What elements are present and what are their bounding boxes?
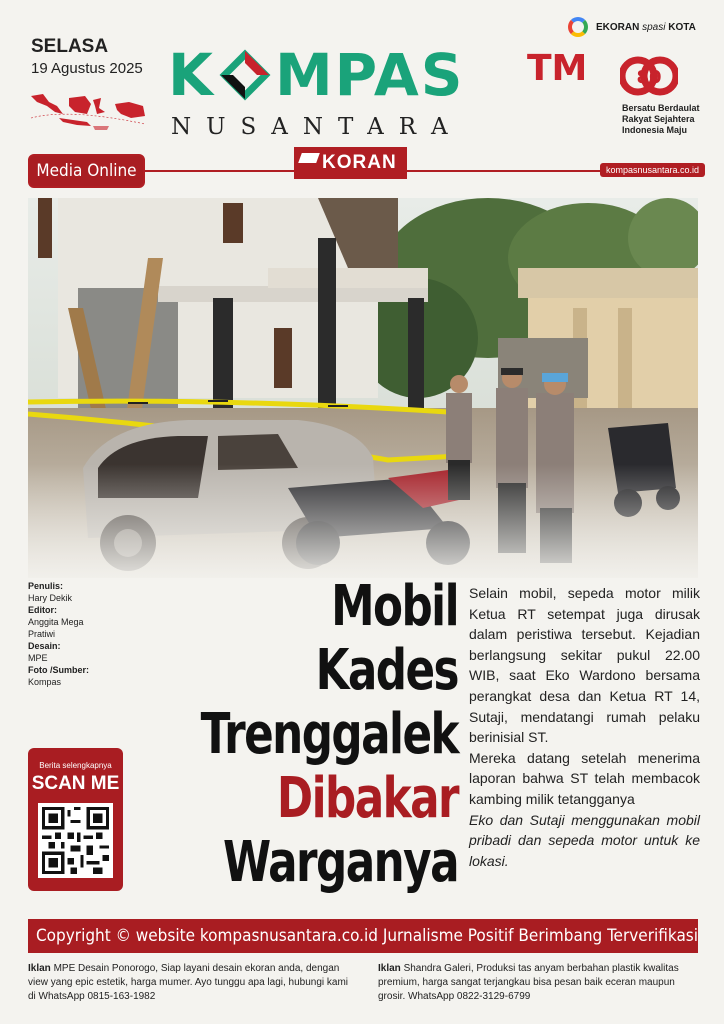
ekoran-label: EKORAN [596, 21, 640, 33]
headline [193, 575, 458, 895]
trademark-label: TM [527, 48, 588, 89]
ri-slogan [622, 103, 700, 136]
headline-line: Warganya [223, 830, 458, 895]
credit-value: Kompas [28, 677, 62, 687]
koran-label: KORAN [322, 152, 397, 173]
date-label: 19 Agustus 2025 [31, 60, 143, 77]
brand-logo [168, 41, 465, 109]
ri-number: 80 [636, 67, 662, 88]
media-online-pill[interactable]: Media Online [28, 154, 145, 188]
ad-block-shandra [378, 962, 700, 1004]
headline-line: Mobil Kades [315, 574, 458, 703]
credit-value: MPE [28, 653, 48, 663]
credit-label: Penulis: [28, 581, 64, 591]
day-label: SELASA [31, 36, 109, 57]
ri-slogan-line: Bersatu Berdaulat [622, 103, 700, 113]
article-paragraph: Mereka datang setelah menerima laporan bahwa ST telah membacok kambing milik tetangganya [469, 749, 700, 807]
brand-letters-mpas: MPAS [274, 41, 465, 109]
site-url-pill[interactable]: kompasnusantara.co.id [600, 163, 705, 177]
ad-text: Shandra Galeri, Produksi tas anyam berbahan plastik kwalitas premium, harga sangat terjangkau bisa pesan baik eceran maupun grosir. WhatsApp 0822-3129-6799 [378, 963, 679, 1002]
credit-value: Anggita Mega Pratiwi [28, 617, 84, 639]
google-icon [568, 17, 588, 37]
article-paragraph: Selain mobil, sepeda motor milik Ketua RT setempat juga dirusak dalam peristiwa tersebut. Kejadian berlangsung sekitar pukul 22.00 WIB, saat Eko Wardono bersama perangkat desa dan Ketua RT 14, Sutaji, mendatangi rumah pelaku berinisial ST. [469, 585, 700, 746]
news-photo [28, 198, 698, 578]
kompas-o-mark-icon [217, 47, 273, 103]
flag-icon [298, 153, 320, 163]
hut-ri-80-logo [620, 52, 678, 100]
copyright-bar: Copyright © website kompasnusantara.co.id Jurnalisme Positif Berimbang Terverifikasi [28, 919, 698, 953]
ri-slogan-line: Rakyat Sejahtera [622, 114, 695, 124]
credit-label: Desain: [28, 641, 61, 651]
article-paragraph-italic: Eko dan Sutaji menggunakan mobil pribadi dan sepeda motor untuk ke lokasi. [469, 811, 700, 869]
ad-block-mpe [28, 962, 350, 1004]
ri-slogan-line: Indonesia Maju [622, 125, 688, 135]
scan-label: SCAN ME [31, 773, 120, 794]
article-body [469, 583, 700, 871]
ekoran-badge[interactable] [568, 17, 696, 37]
ad-label: Iklan [28, 963, 51, 974]
credit-label: Editor: [28, 605, 57, 615]
credit-value: Hary Dekik [28, 593, 73, 603]
koran-badge [294, 147, 407, 179]
brand-subtitle: NUSANTARA [171, 114, 463, 140]
credits-block [28, 580, 108, 688]
headline-line: Trenggalek [200, 702, 458, 767]
brand-letter-k: K [168, 41, 215, 109]
qr-code-icon[interactable] [38, 803, 113, 878]
headline-line-highlight: Dibakar [276, 766, 458, 831]
kota-label: KOTA [668, 21, 696, 33]
indonesia-map-icon [29, 88, 147, 136]
ad-text: MPE Desain Ponorogo, Siap layani desain ekoran anda, dengan view yang epic estetik, harga mumer. Ayo tunggu apa lagi, hubungi kami di WhatsApp 0815-163-1982 [28, 963, 349, 1002]
scan-qr-box[interactable] [28, 748, 123, 891]
credit-label: Foto /Sumber: [28, 665, 89, 675]
spasi-label: spasi [642, 21, 666, 33]
ad-label: Iklan [378, 963, 401, 974]
scan-caption: Berita selengkapnya [39, 761, 112, 770]
